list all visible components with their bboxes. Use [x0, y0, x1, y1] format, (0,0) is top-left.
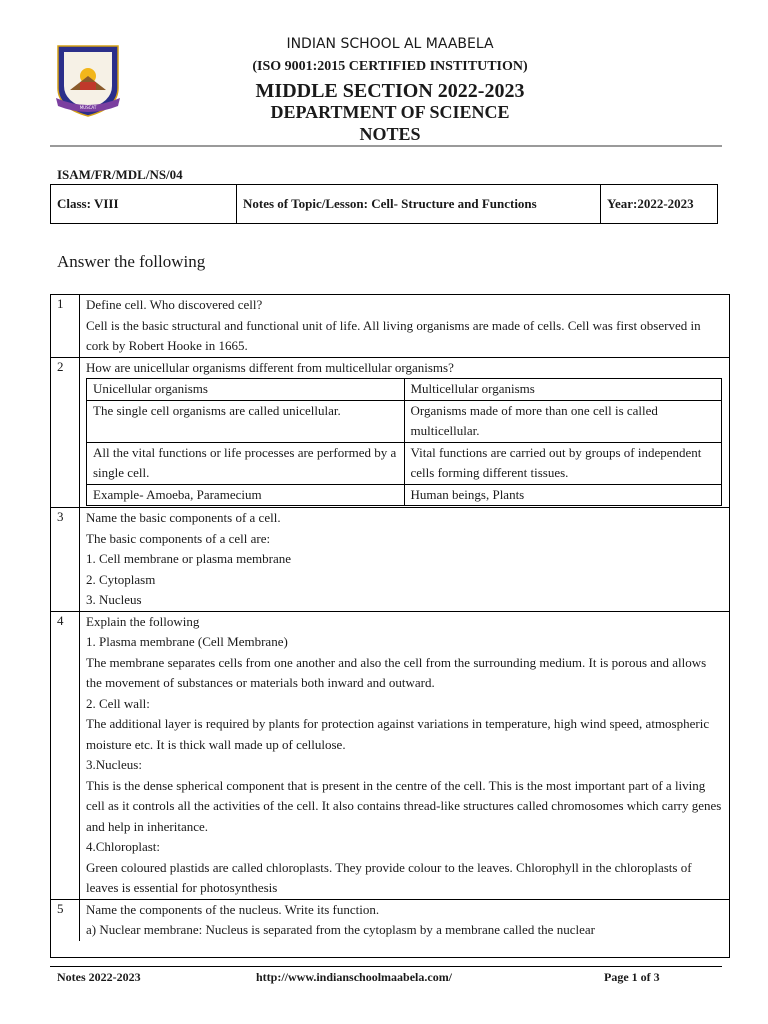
subheading: 3.Nucleus: [86, 757, 142, 772]
logo-text-bottom: MUSCAT [79, 105, 97, 110]
qa-table [50, 294, 730, 958]
subheading: 1. Plasma membrane (Cell Membrane) [86, 634, 288, 649]
answer-text: a) Nuclear membrane: Nucleus is separated from the cytoplasm by a membrane called the nuclear [86, 922, 595, 937]
list-item: 2. Cytoplasm [86, 571, 156, 587]
question-number: 5 [51, 900, 80, 941]
footer-url[interactable]: http://www.indianschoolmaabela.com/ [256, 970, 453, 984]
school-name: INDIAN SCHOOL AL MAABELA [286, 36, 494, 52]
page-number: Page 1 of 3 [604, 970, 660, 984]
answer-text: The membrane separates cells from one another and also the cell from the surrounding medium. It is porous and allows the movement of substances or materials both inward and outward. [86, 654, 707, 690]
doc-type-title: NOTES [359, 124, 421, 144]
section-title: MIDDLE SECTION 2022-2023 [255, 80, 525, 102]
answer-text: The additional layer is required by plants for protection against variations in temperature, high wind speed, atmospheric moisture etc. It is thick wall made up of cellulose. [86, 716, 710, 752]
subheading: 2. Cell wall: [86, 695, 150, 711]
question-row-5 [51, 900, 729, 941]
table-cell: The single cell organisms are called unicellular. [87, 400, 405, 442]
list-item: 1. Cell membrane or plasma membrane [86, 551, 292, 566]
question-number: 1 [51, 295, 80, 357]
answer-intro: The basic components of a cell are: [86, 530, 271, 546]
list-item: 3. Nucleus [86, 592, 142, 607]
department-title: DEPARTMENT OF SCIENCE [270, 102, 510, 122]
question-text: Name the basic components of a cell. [86, 510, 281, 525]
question-row-1 [51, 295, 729, 358]
question-row-3 [51, 508, 729, 612]
table-header: Multicellular organisms [404, 379, 722, 401]
question-number: 4 [51, 612, 80, 899]
question-number: 3 [51, 508, 80, 611]
school-logo [52, 36, 124, 118]
meta-table [50, 184, 718, 224]
comparison-table [86, 378, 722, 506]
question-text: Name the components of the nucleus. Write its function. [86, 901, 380, 917]
question-row-4 [51, 612, 729, 900]
table-cell: Human beings, Plants [404, 484, 722, 506]
answer-text: Cell is the basic structural and functional unit of life. All living organisms are made of cells. Cell was first observed in cork by Robert Hooke in 1665. [86, 317, 701, 353]
table-cell: Organisms made of more than one cell is called multicellular. [404, 400, 722, 442]
topic-cell: Notes of Topic/Lesson: Cell- Structure and Functions [237, 185, 601, 223]
table-cell: Example- Amoeba, Paramecium [87, 484, 405, 506]
question-text: Define cell. Who discovered cell? [86, 297, 263, 312]
certification: (ISO 9001:2015 CERTIFIED INSTITUTION) [252, 59, 528, 74]
question-row-2 [51, 358, 729, 509]
class-cell: Class: VIII [51, 185, 237, 223]
table-header: Unicellular organisms [87, 379, 405, 401]
header-divider [50, 145, 722, 147]
question-text: How are unicellular organisms different from multicellular organisms? [86, 359, 454, 375]
instruction: Answer the following [57, 252, 206, 271]
question-text: Explain the following [86, 613, 200, 629]
answer-text: This is the dense spherical component that is present in the centre of the cell. This is the most important part of a living cell as it controls all the activities of the cell. It also contains thread-like structures called chromosomes which carry genes and help in inheritance. [86, 777, 722, 834]
year-cell: Year:2022-2023 [607, 196, 694, 211]
footer-left: Notes 2022-2023 [57, 970, 141, 984]
footer-divider [50, 966, 722, 967]
subheading: 4.Chloroplast: [86, 839, 161, 854]
table-cell: All the vital functions or life processes are performed by a single cell. [87, 442, 405, 484]
table-cell: Vital functions are carried out by groups of independent cells forming different tissues. [404, 442, 722, 484]
answer-text: Green coloured plastids are called chloroplasts. They provide colour to the leaves. Chlorophyll in the chloroplasts of leaves is essential for photosynthesis [86, 859, 692, 895]
question-number: 2 [51, 358, 80, 508]
logo-text-top: INDIAN SCHOOL AL MAABELA [58, 41, 118, 46]
document-code: ISAM/FR/MDL/NS/04 [57, 167, 183, 182]
